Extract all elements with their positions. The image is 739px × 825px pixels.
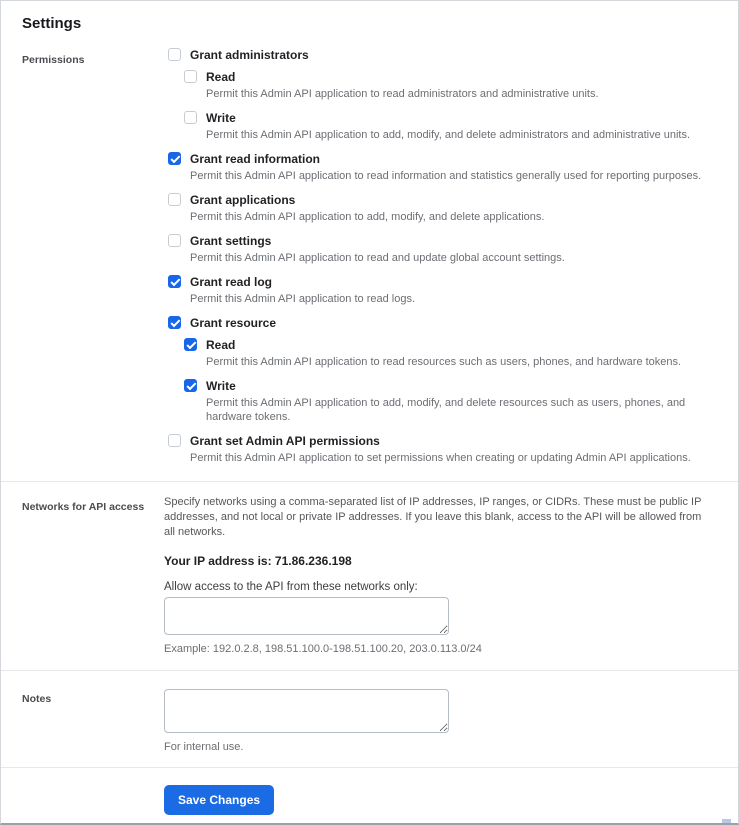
permission-label[interactable]: Write [206, 111, 236, 125]
networks-textarea-label: Allow access to the API from these networks only: [164, 581, 418, 593]
checkbox-administrators-read[interactable] [184, 70, 197, 83]
page-title: Settings [22, 15, 82, 32]
notes-input[interactable] [164, 689, 449, 733]
permission-label[interactable]: Grant read log [190, 275, 273, 289]
permission-description: Permit this Admin API application to read administrators and administrative units. [206, 88, 599, 100]
permission-grant-administrators [168, 48, 712, 142]
permission-resource-read [184, 338, 712, 369]
permission-label[interactable]: Grant resource [190, 316, 277, 330]
permission-grant-read-log [168, 275, 712, 306]
networks-input[interactable] [164, 597, 449, 635]
permission-description: Permit this Admin API application to read and update global account settings. [190, 252, 565, 264]
permission-administrators-write [184, 111, 712, 142]
permission-label[interactable]: Grant set Admin API permissions [190, 434, 380, 448]
your-ip-address-text: Your IP address is: 71.86.236.198 [164, 554, 352, 568]
permissions-list [164, 48, 712, 465]
save-section-spacer [1, 785, 164, 815]
notes-section [1, 671, 738, 768]
permission-description: Permit this Admin API application to read logs. [190, 293, 416, 305]
permission-label[interactable]: Read [206, 70, 236, 84]
permission-description: Permit this Admin API application to add, modify, and delete administrators and administrative units. [206, 129, 691, 141]
checkbox-grant-applications[interactable] [168, 193, 181, 206]
checkbox-grant-settings[interactable] [168, 234, 181, 247]
checkbox-grant-administrators[interactable] [168, 48, 181, 61]
permission-resource-write [184, 379, 712, 424]
networks-section [1, 482, 738, 671]
checkbox-resource-write[interactable] [184, 379, 197, 392]
permission-description: Permit this Admin API application to add, modify, and delete resources such as users, phones, and hardware tokens. [206, 397, 686, 423]
permission-description: Permit this Admin API application to add, modify, and delete applications. [190, 211, 545, 223]
checkbox-resource-read[interactable] [184, 338, 197, 351]
checkbox-grant-resource[interactable] [168, 316, 181, 329]
networks-example-text: Example: 192.0.2.8, 198.51.100.0-198.51.100.20, 203.0.113.0/24 [164, 643, 482, 655]
save-changes-button[interactable]: Save Changes [164, 785, 274, 815]
checkbox-grant-read-information[interactable] [168, 152, 181, 165]
save-section [1, 768, 738, 815]
permission-grant-resource [168, 316, 712, 424]
permission-grant-settings [168, 234, 712, 265]
permission-description: Permit this Admin API application to read information and statistics generally used for reporting purposes. [190, 170, 702, 182]
permission-label[interactable]: Grant administrators [190, 48, 309, 62]
permissions-section [1, 32, 738, 482]
permission-label[interactable]: Grant settings [190, 234, 272, 248]
networks-intro-text: Specify networks using a comma-separated list of IP addresses, IP ranges, or CIDRs. These must be public IP addresses, and not local or private IP addresses. If you leave this blank, access to the API will be allowed from all networks. [164, 496, 702, 538]
permission-label[interactable]: Write [206, 379, 236, 393]
permissions-section-label: Permissions [22, 54, 85, 66]
permission-description: Permit this Admin API application to read resources such as users, phones, and hardware tokens. [206, 356, 682, 368]
permission-grant-read-information [168, 152, 712, 183]
checkbox-grant-read-log[interactable] [168, 275, 181, 288]
permission-label[interactable]: Read [206, 338, 236, 352]
permission-label[interactable]: Grant applications [190, 193, 296, 207]
notes-section-label: Notes [22, 693, 52, 705]
permission-description: Permit this Admin API application to set permissions when creating or updating Admin API applications. [190, 452, 691, 464]
notes-help-text: For internal use. [164, 741, 244, 753]
permission-administrators-read [184, 70, 712, 101]
networks-section-label: Networks for API access [22, 501, 145, 513]
permission-label[interactable]: Grant read information [190, 152, 321, 166]
checkbox-grant-set-admin-api-permissions[interactable] [168, 434, 181, 447]
permission-grant-set-admin-api-permissions [168, 434, 712, 465]
permission-grant-applications [168, 193, 712, 224]
checkbox-administrators-write[interactable] [184, 111, 197, 124]
scrollbar-corner [722, 819, 731, 823]
